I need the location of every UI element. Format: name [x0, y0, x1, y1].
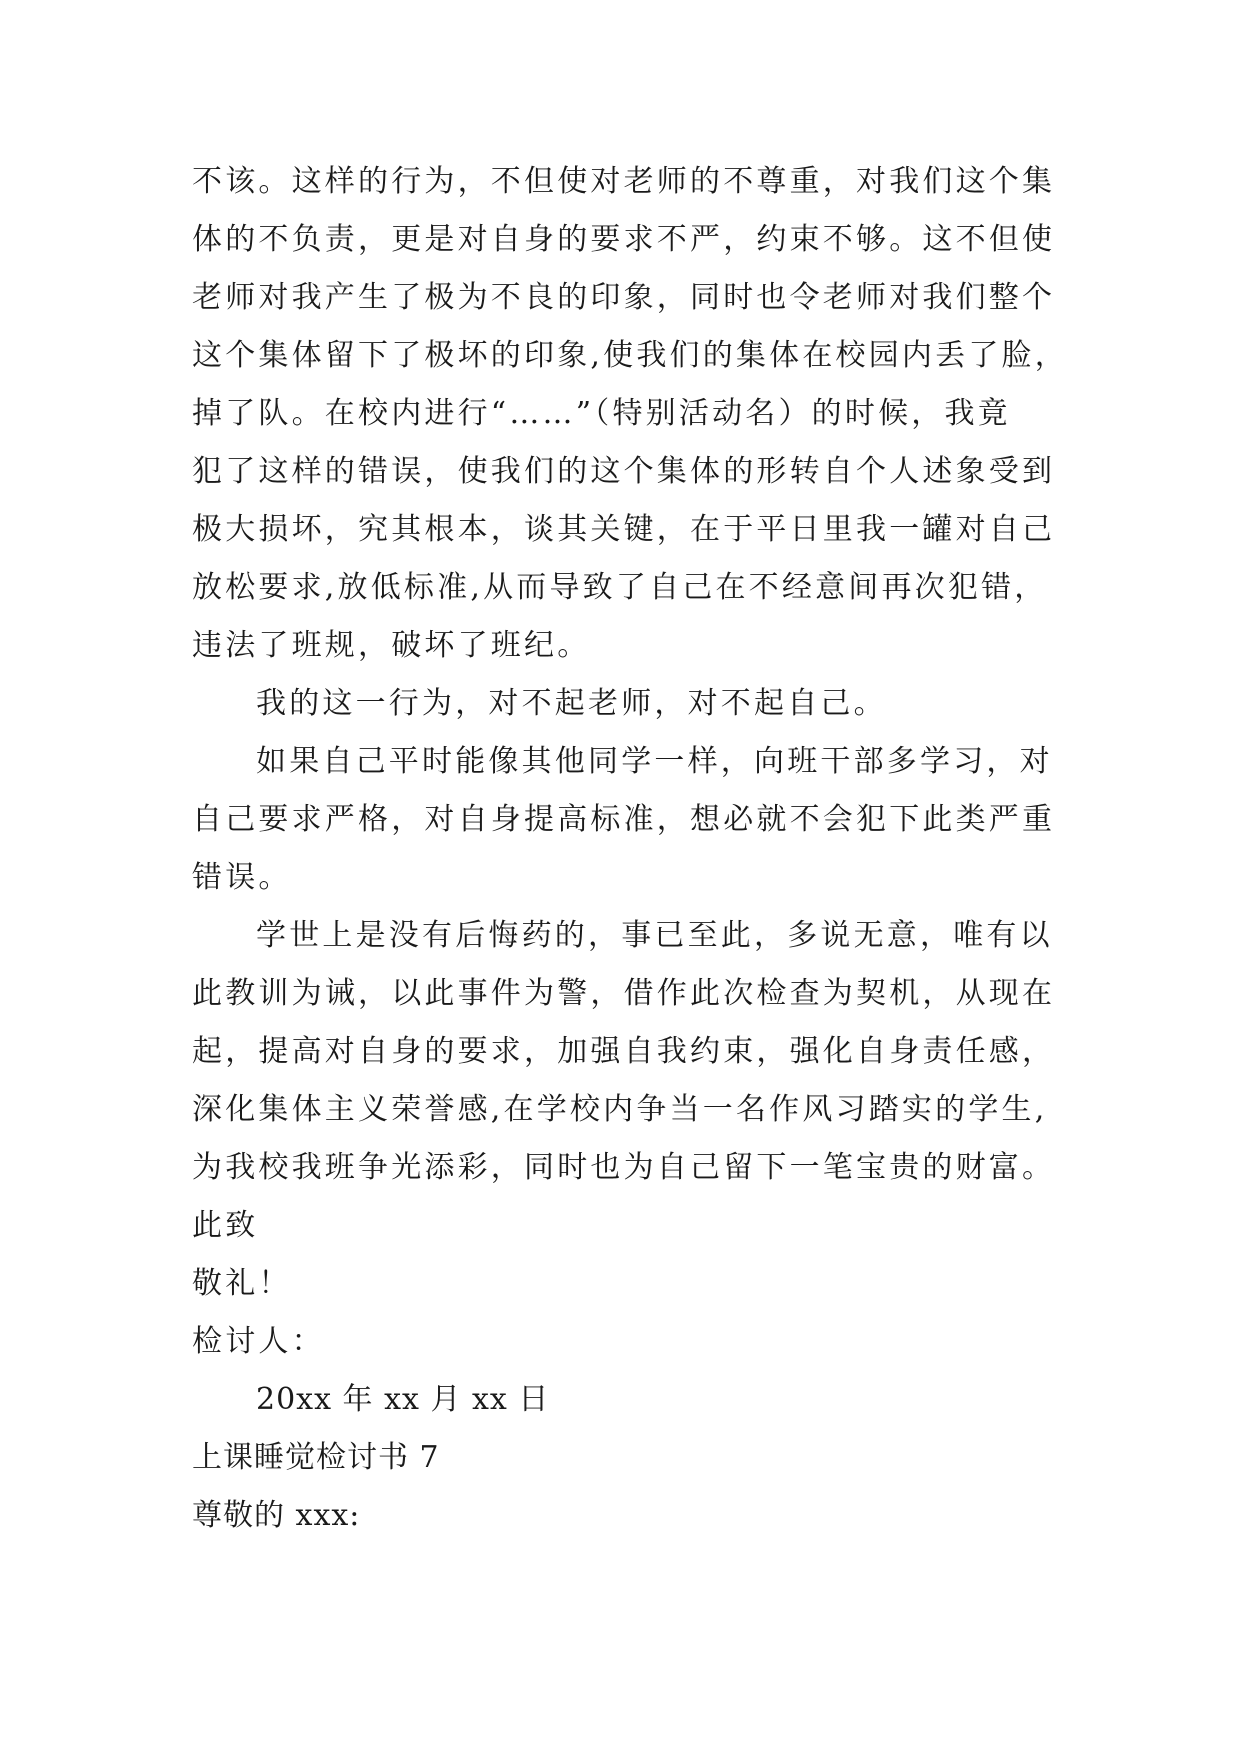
body-line: 自己要求严格，对自身提高标准，想必就不会犯下此类严重: [192, 802, 1056, 837]
body-line: 违法了班规，破坏了班纪。: [192, 628, 591, 663]
body-line: 深化集体主义荣誉感,在学校内争当一名作风习踏实的学生,: [192, 1092, 1048, 1127]
closing-line: 此致: [192, 1208, 259, 1243]
paragraph-line: 我的这一行为，对不起老师，对不起自己。: [256, 686, 887, 721]
signature-label: 检讨人：: [192, 1324, 325, 1359]
section-title: 上课睡觉检讨书 7: [192, 1440, 440, 1475]
paragraph-line: 如果自己平时能像其他同学一样，向班干部多学习，对: [256, 744, 1053, 779]
body-line: 错误。: [192, 860, 292, 895]
body-line: 极大损坏，究其根本，谈其关键，在于平日里我一罐对自己: [192, 512, 1056, 547]
salutation: 尊敬的 xxx:: [192, 1498, 361, 1533]
body-line: 掉了队。在校内进行“……”（特别活动名）的时候，我竟: [192, 396, 1011, 431]
body-line: 起，提高对自身的要求，加强自我约束，强化自身责任感，: [192, 1034, 1056, 1069]
body-line: 这个集体留下了极坏的印象,使我们的集体在校园内丢了脸，: [192, 338, 1068, 373]
body-line: 为我校我班争光添彩，同时也为自己留下一笔宝贵的财富。: [192, 1150, 1056, 1185]
body-line: 体的不负责，更是对自身的要求不严，约束不够。这不但使: [192, 222, 1056, 257]
body-line: 放松要求,放低标准,从而导致了自己在不经意间再次犯错，: [192, 570, 1048, 605]
body-line: 不该。这样的行为，不但使对老师的不尊重，对我们这个集: [192, 164, 1056, 199]
date-line: 20xx 年 xx 月 xx 日: [256, 1382, 550, 1417]
body-line: 老师对我产生了极为不良的印象，同时也令老师对我们整个: [192, 280, 1056, 315]
body-line: 此教训为诫，以此事件为警，借作此次检查为契机，从现在: [192, 976, 1056, 1011]
paragraph-line: 学世上是没有后悔药的，事已至此，多说无意，唯有以: [256, 918, 1053, 953]
closing-salute: 敬礼！: [192, 1266, 292, 1301]
body-line: 犯了这样的错误，使我们的这个集体的形转自个人述象受到: [192, 454, 1056, 489]
